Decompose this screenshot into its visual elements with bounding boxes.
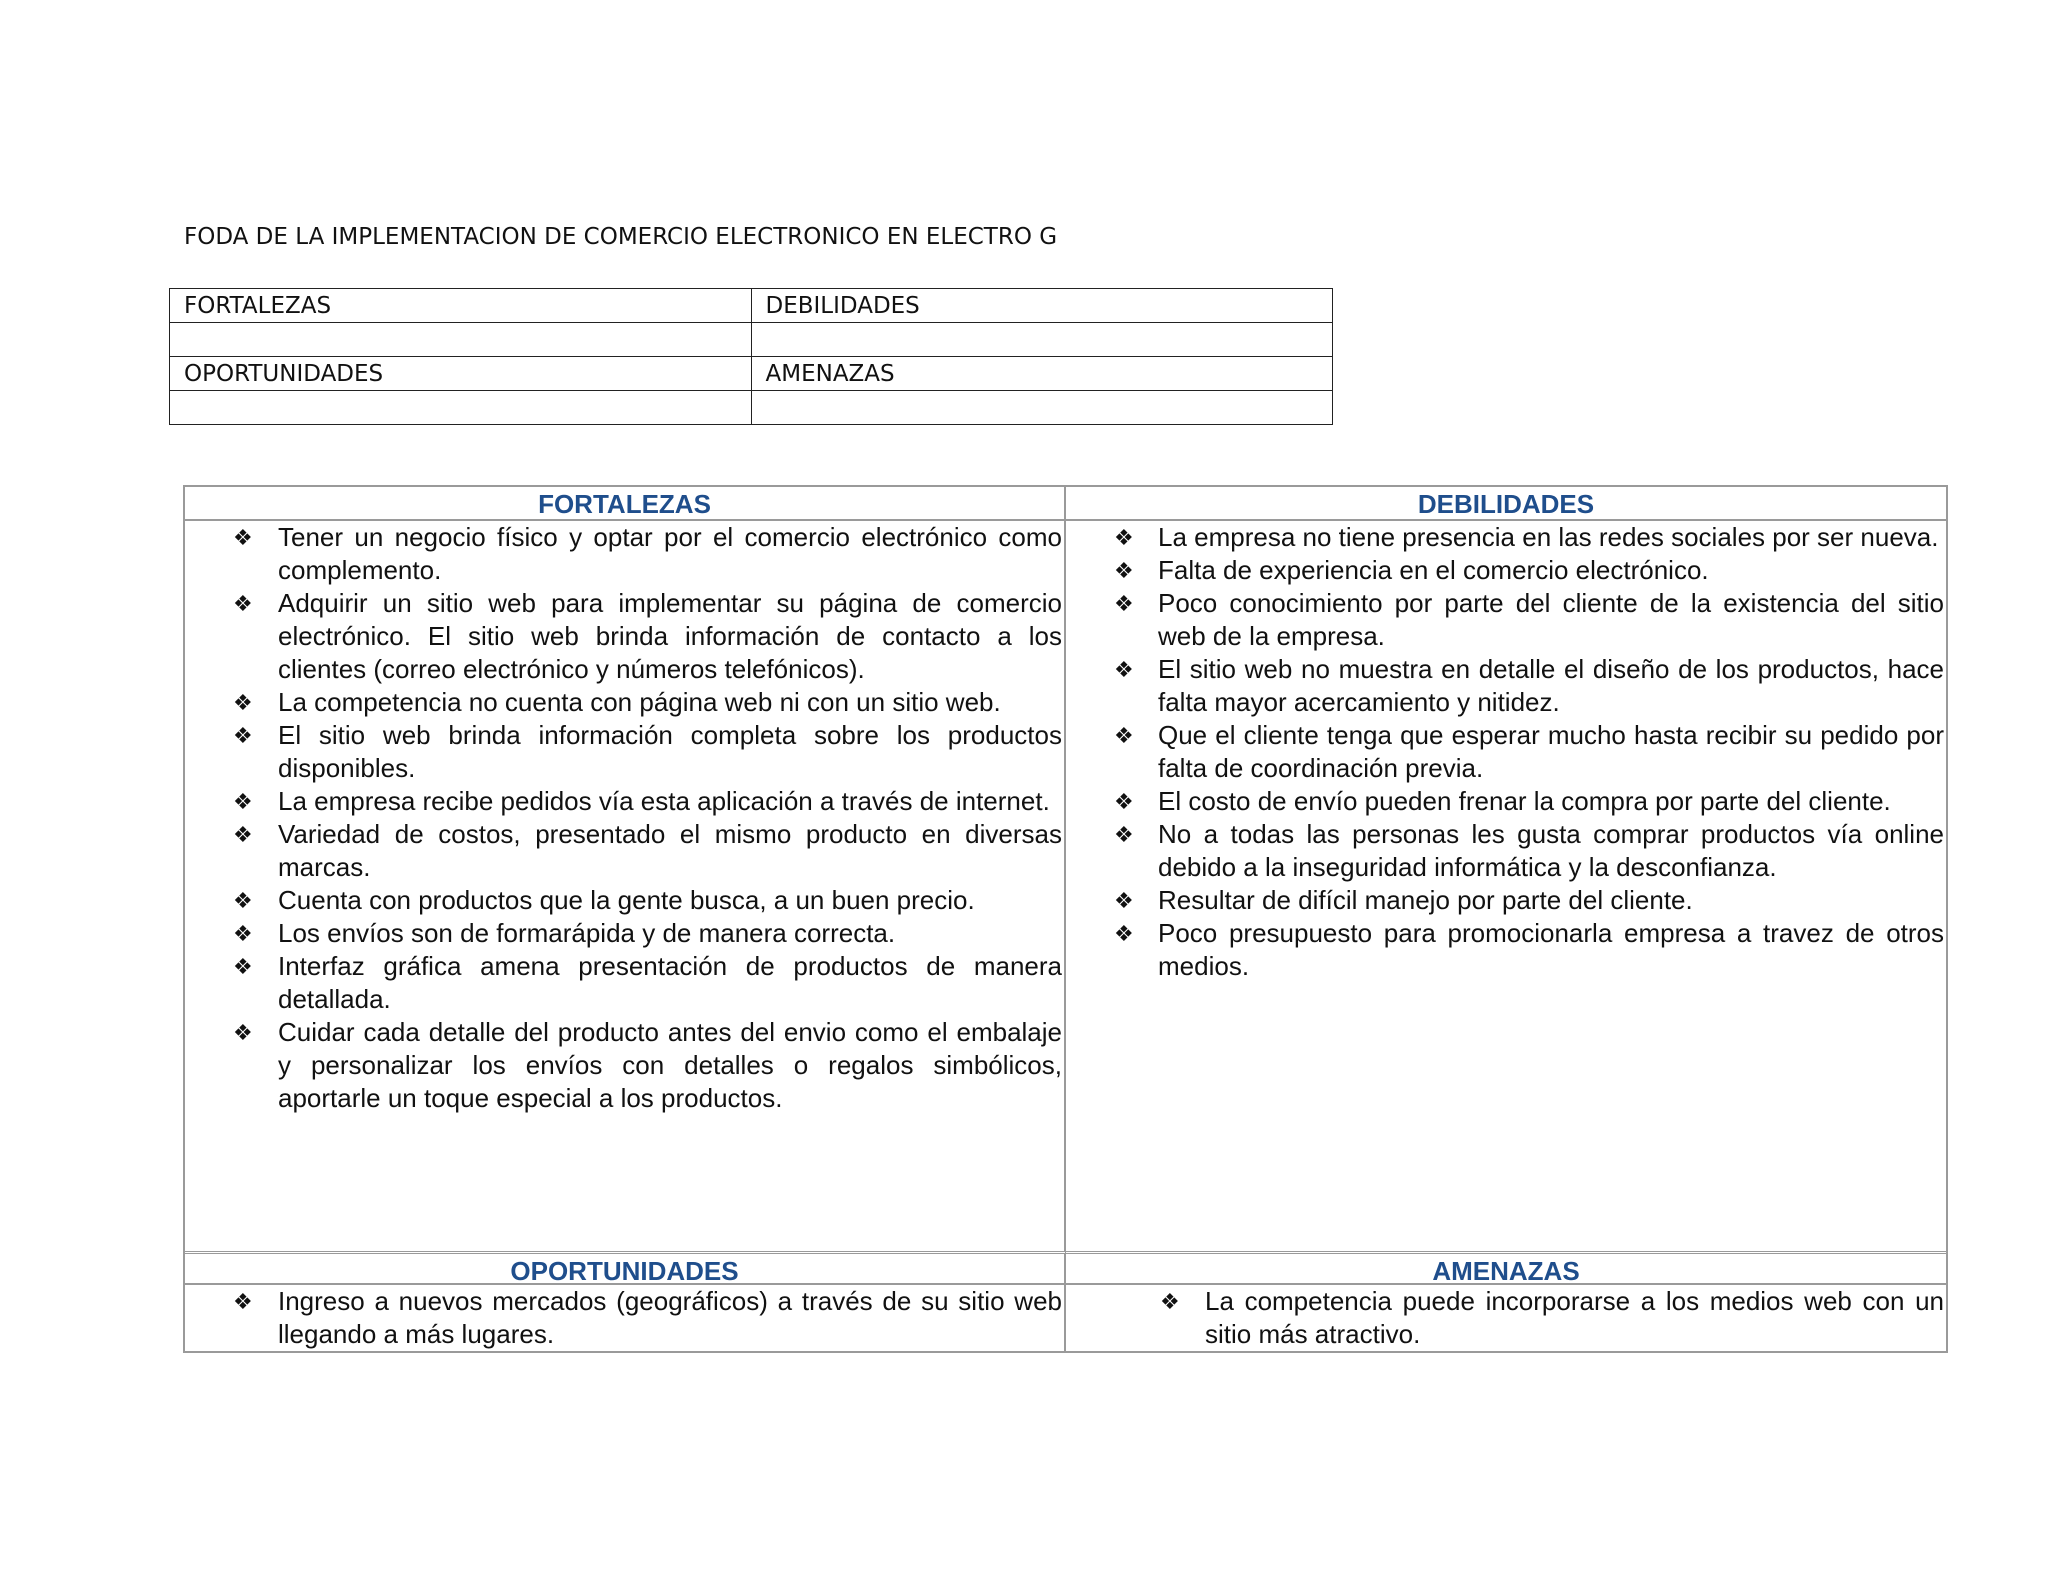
debilidades-list (1066, 521, 1946, 983)
list-item-text: No a todas las personas les gusta comprar productos vía online debido a la inseguridad informática y la desconfianza. (1158, 819, 1944, 882)
list-item (185, 884, 1064, 917)
tpl-debilidades-cell (751, 323, 1333, 357)
list-item (185, 686, 1064, 719)
diamond-bullet-icon: ❖ (233, 822, 253, 847)
list-item-text: La empresa recibe pedidos vía esta aplicación a través de internet. (278, 786, 1050, 816)
tpl-fortalezas-label: FORTALEZAS (170, 289, 752, 323)
tpl-oportunidades-label: OPORTUNIDADES (170, 357, 752, 391)
list-item-text: Los envíos son de formarápida y de manera correcta. (278, 918, 896, 948)
list-item-text: La competencia puede incorporarse a los medios web con un sitio más atractivo. (1205, 1286, 1944, 1349)
diamond-bullet-icon: ❖ (1114, 789, 1134, 814)
list-item-text: Tener un negocio físico y optar por el comercio electrónico como complemento. (278, 522, 1062, 585)
diamond-bullet-icon: ❖ (233, 1020, 253, 1045)
page-title: FODA DE LA IMPLEMENTACION DE COMERCIO ELECTRONICO EN ELECTRO G (184, 224, 1058, 250)
list-item-text: Poco presupuesto para promocionarla empresa a travez de otros medios. (1158, 918, 1944, 981)
foda-body-row-1 (185, 521, 1946, 1251)
amenazas-cell (1066, 1285, 1946, 1351)
list-item-text: El sitio web no muestra en detalle el diseño de los productos, hace falta mayor acercamiento y nitidez. (1158, 654, 1944, 717)
list-item-text: Adquirir un sitio web para implementar su página de comercio electrónico. El sitio web brinda información de contacto a los clientes (correo electrónico y números telefónicos). (278, 588, 1062, 684)
list-item-text: La competencia no cuenta con página web ni con un sitio web. (278, 687, 1001, 717)
list-item-text: El sitio web brinda información completa sobre los productos disponibles. (278, 720, 1062, 783)
foda-body-row-2 (185, 1285, 1946, 1351)
diamond-bullet-icon: ❖ (1114, 525, 1134, 550)
amenazas-heading: AMENAZAS (1066, 1251, 1946, 1285)
list-item (1066, 719, 1946, 785)
list-item (1066, 917, 1946, 983)
tpl-debilidades-label: DEBILIDADES (751, 289, 1333, 323)
foda-header-row-2 (185, 1251, 1946, 1285)
oportunidades-list (185, 1285, 1064, 1351)
foda-table (183, 485, 1948, 1353)
list-item (1066, 884, 1946, 917)
list-item-text: Cuenta con productos que la gente busca, a un buen precio. (278, 885, 975, 915)
list-item (1066, 818, 1946, 884)
diamond-bullet-icon: ❖ (1114, 822, 1134, 847)
list-item (185, 587, 1064, 686)
fortalezas-list (185, 521, 1064, 1115)
list-item (185, 1285, 1064, 1351)
list-item (185, 917, 1064, 950)
list-item-text: Resultar de difícil manejo por parte del cliente. (1158, 885, 1693, 915)
diamond-bullet-icon: ❖ (1114, 921, 1134, 946)
list-item (185, 785, 1064, 818)
diamond-bullet-icon: ❖ (233, 591, 253, 616)
amenazas-list (1066, 1285, 1946, 1351)
list-item (1066, 653, 1946, 719)
list-item (185, 521, 1064, 587)
tpl-amenazas-label: AMENAZAS (751, 357, 1333, 391)
diamond-bullet-icon: ❖ (233, 1289, 253, 1314)
diamond-bullet-icon: ❖ (1160, 1289, 1180, 1314)
list-item (185, 719, 1064, 785)
list-item-text: Que el cliente tenga que esperar mucho hasta recibir su pedido por falta de coordinación previa. (1158, 720, 1944, 783)
fortalezas-heading: FORTALEZAS (185, 487, 1066, 521)
debilidades-cell (1066, 521, 1946, 1251)
list-item-text: El costo de envío pueden frenar la compra por parte del cliente. (1158, 786, 1891, 816)
diamond-bullet-icon: ❖ (233, 954, 253, 979)
diamond-bullet-icon: ❖ (233, 888, 253, 913)
list-item-text: La empresa no tiene presencia en las redes sociales por ser nueva. (1158, 522, 1939, 552)
tpl-oportunidades-cell (170, 391, 752, 425)
list-item (1066, 785, 1946, 818)
list-item-text: Cuidar cada detalle del producto antes del envio como el embalaje y personalizar los envíos con detalles o regalos simbólicos, aportarle un toque especial a los productos. (278, 1017, 1062, 1113)
diamond-bullet-icon: ❖ (233, 789, 253, 814)
diamond-bullet-icon: ❖ (1114, 723, 1134, 748)
list-item-text: Variedad de costos, presentado el mismo producto en diversas marcas. (278, 819, 1062, 882)
diamond-bullet-icon: ❖ (1114, 558, 1134, 583)
list-item (1066, 1285, 1946, 1351)
oportunidades-heading: OPORTUNIDADES (185, 1251, 1066, 1285)
debilidades-heading: DEBILIDADES (1066, 487, 1946, 521)
list-item-text: Interfaz gráfica amena presentación de productos de manera detallada. (278, 951, 1062, 1014)
tpl-fortalezas-cell (170, 323, 752, 357)
oportunidades-cell (185, 1285, 1066, 1351)
list-item (185, 1016, 1064, 1115)
list-item-text: Falta de experiencia en el comercio electrónico. (1158, 555, 1709, 585)
diamond-bullet-icon: ❖ (233, 525, 253, 550)
fortalezas-cell (185, 521, 1066, 1251)
list-item (185, 818, 1064, 884)
list-item (1066, 554, 1946, 587)
tpl-amenazas-cell (751, 391, 1333, 425)
list-item-text: Ingreso a nuevos mercados (geográficos) a través de su sitio web llegando a más lugares. (278, 1286, 1062, 1349)
list-item (185, 950, 1064, 1016)
diamond-bullet-icon: ❖ (233, 690, 253, 715)
foda-header-row-1 (185, 487, 1946, 521)
template-table (169, 288, 1333, 425)
list-item-text: Poco conocimiento por parte del cliente de la existencia del sitio web de la empresa. (1158, 588, 1944, 651)
list-item (1066, 521, 1946, 554)
diamond-bullet-icon: ❖ (233, 723, 253, 748)
diamond-bullet-icon: ❖ (233, 921, 253, 946)
diamond-bullet-icon: ❖ (1114, 888, 1134, 913)
diamond-bullet-icon: ❖ (1114, 591, 1134, 616)
list-item (1066, 587, 1946, 653)
diamond-bullet-icon: ❖ (1114, 657, 1134, 682)
